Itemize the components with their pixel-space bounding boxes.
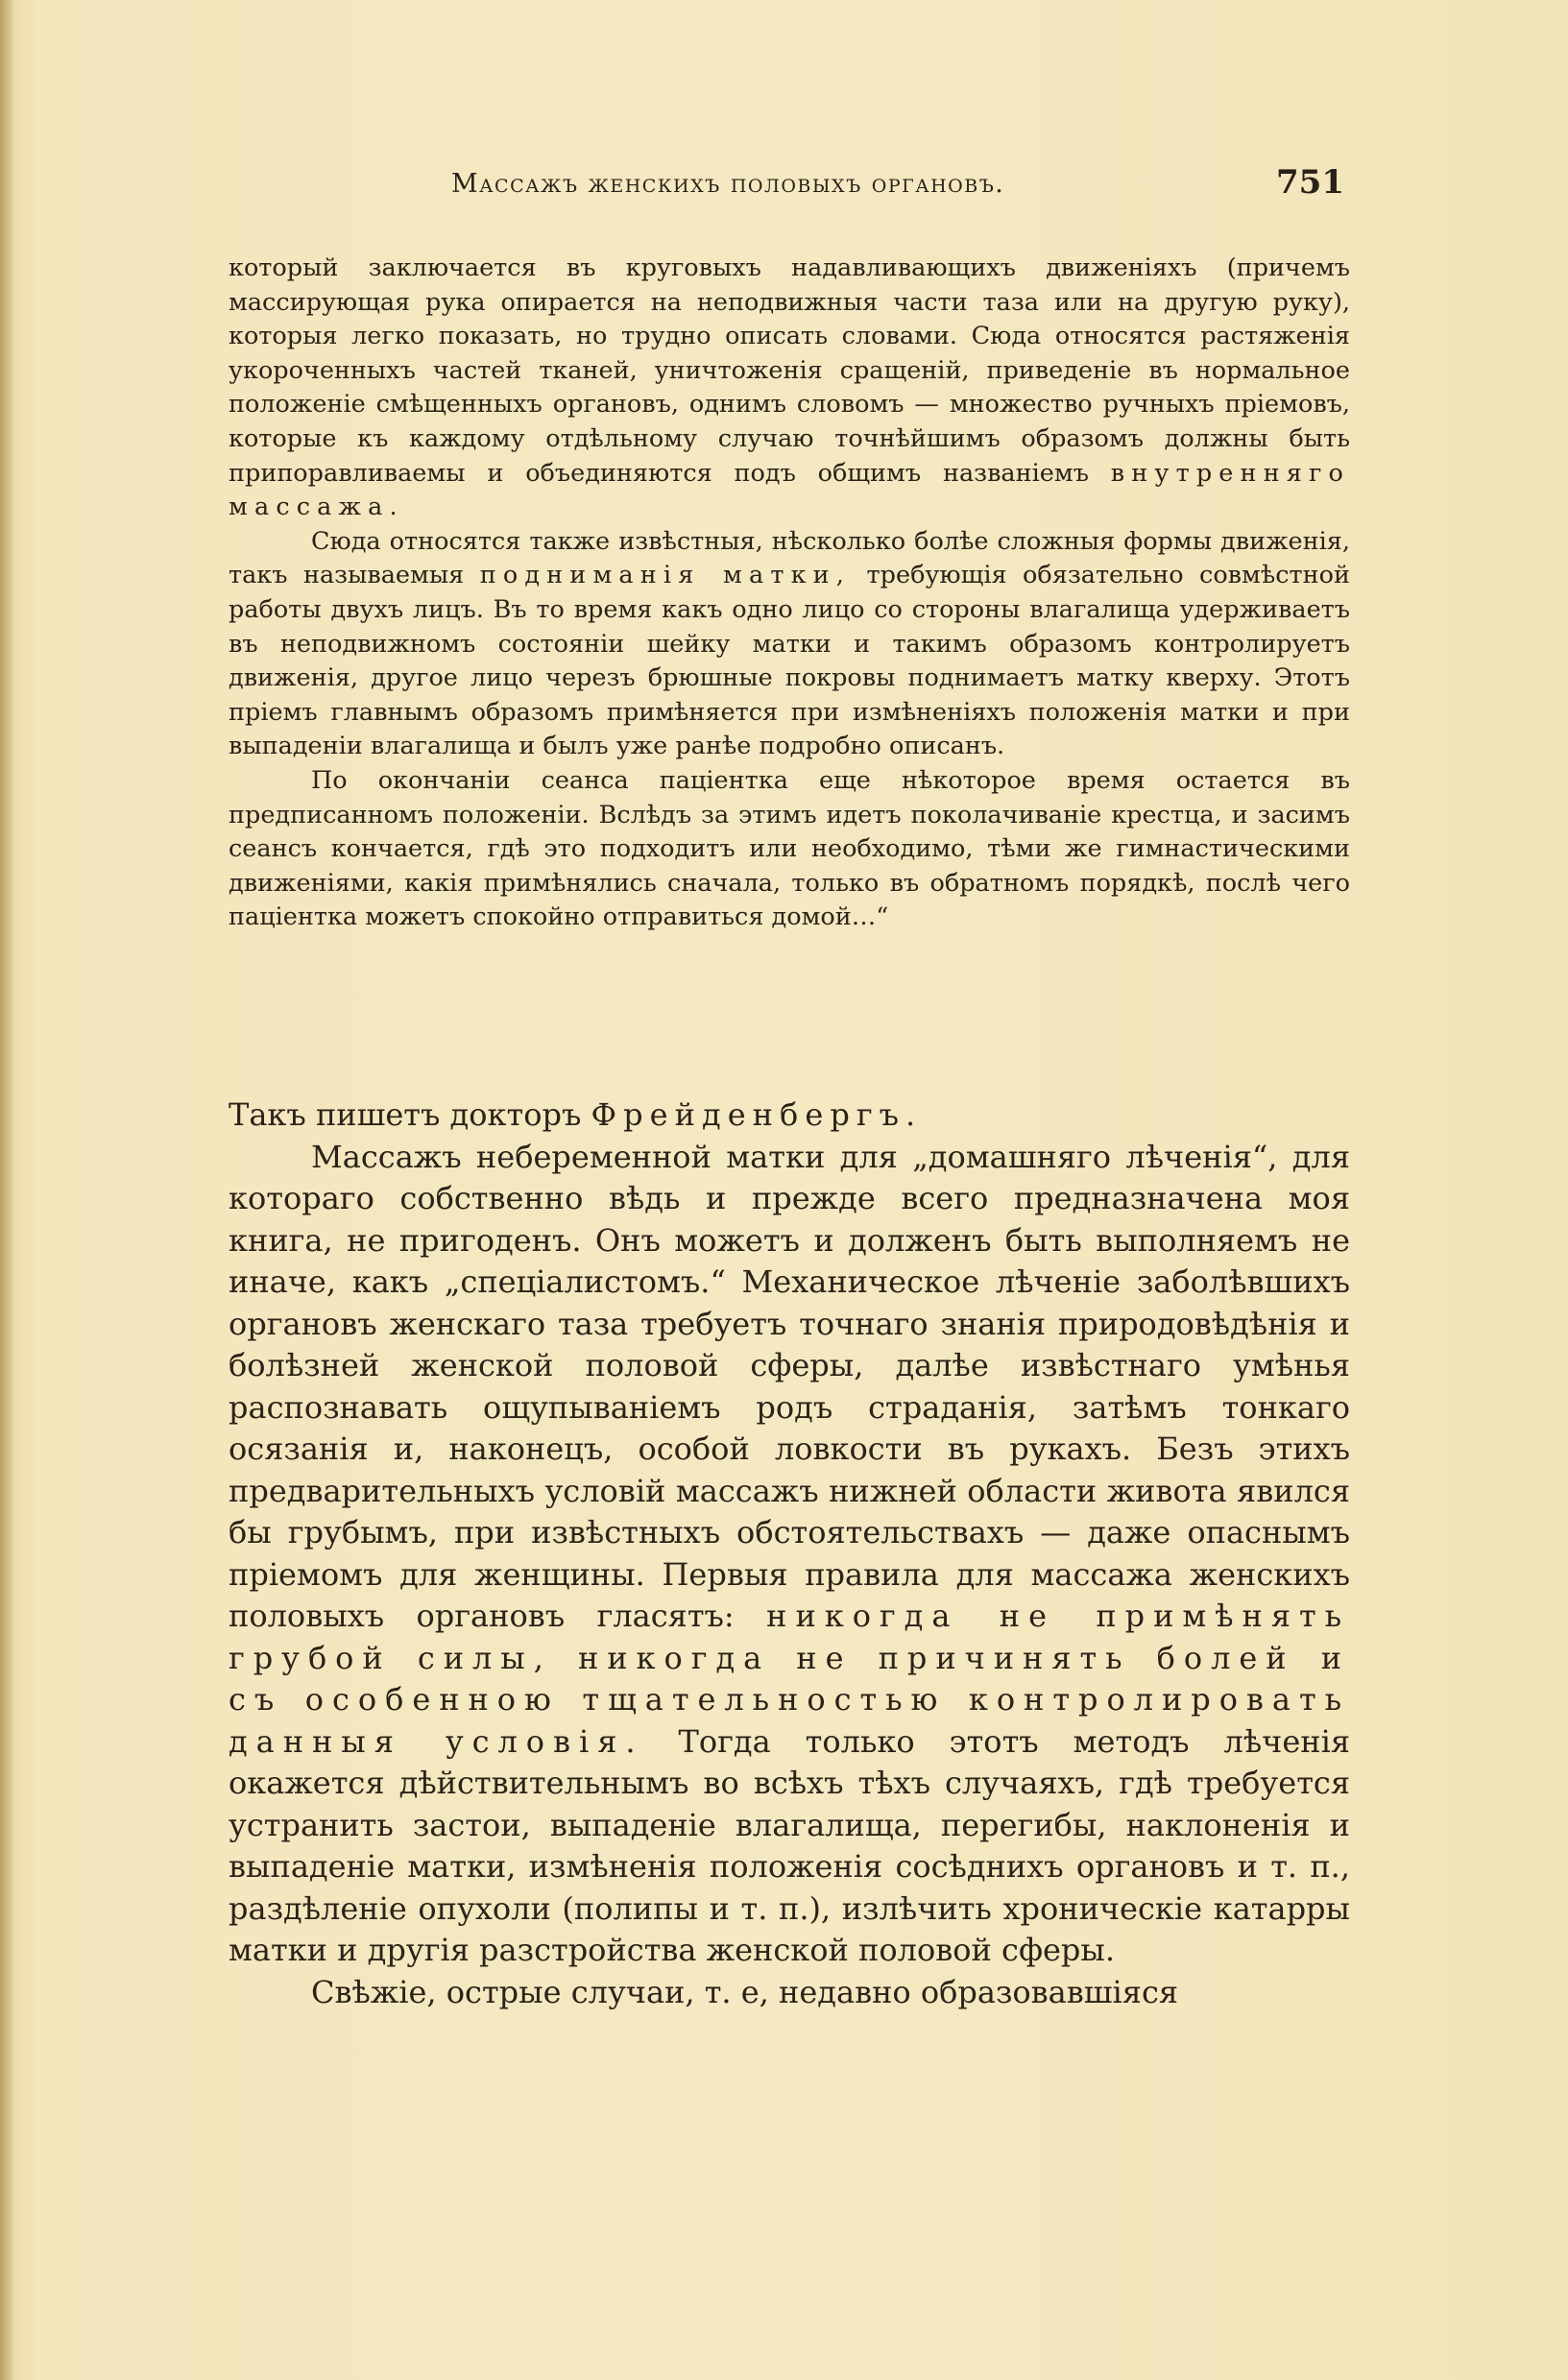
main-paragraph-2: Свѣжіе, острые случаи, т. е, недавно образовавшіяся: [311, 1973, 1179, 2010]
running-title: Массажъ женскихъ половыхъ органовъ.: [451, 169, 1005, 199]
author-name: Фрейденбергъ.: [591, 1096, 923, 1133]
main-text-block: [229, 1094, 1350, 2013]
quote-paragraph-1-text: который заключается въ круговыхъ надавливающихъ движеніяхъ (причемъ массирующая рука опирается на неподвижныя части таза или на другую руку), которыя легко показать, но трудно описать словами. Сюда относятся растяженія укороченныхъ частей тканей, уничтоженія сращеній, приведеніе въ нормальное положеніе смѣщенныхъ органовъ, однимъ словомъ — множество ручныхъ пріемовъ, которые къ каждому отдѣльному случаю точнѣйшимъ образомъ должны быть припоравливаемы и объединяются подъ общимъ названіемъ: [229, 253, 1350, 488]
page-number: 751: [1276, 163, 1344, 202]
page-header: [230, 159, 1344, 217]
quoted-text-block: [229, 252, 1350, 935]
quote-emphasis-internal-massage: внутренняго массажа.: [229, 458, 1351, 522]
quote-paragraph-2: [229, 525, 1350, 764]
main-paragraph-1-text-start: Массажъ небеременной матки для „домашняго лѣченія“, для котораго собственно вѣдь и прежде всего предназначена моя книга, не пригоденъ. Онъ можетъ и долженъ быть выполняемъ не иначе, какъ „спеціалистомъ.“ Механическое лѣченіе заболѣвшихъ органовъ женскаго таза требуетъ точнаго знанія природовѣдѣнія и болѣзней женской половой сферы, далѣе извѣстнаго умѣнья распознавать ощупываніемъ родъ страданія, затѣмъ тонкаго осязанія и, наконецъ, особой ловкости въ рукахъ. Безъ этихъ предварительныхъ условій массажъ нижней области живота явился бы грубымъ, при извѣстныхъ обстоятельствахъ — даже опаснымъ пріемомъ для женщины. Первыя правила для массажа женскихъ половыхъ органовъ гласятъ:: [229, 1138, 1350, 1634]
main-paragraph-1: [229, 1137, 1350, 1972]
quote-paragraph-1: [229, 252, 1350, 525]
main-paragraph-1-text-end: Тогда только этотъ методъ лѣченія окажется дѣйствительнымъ во всѣхъ тѣхъ случаяхъ, гдѣ требуется устранить застои, выпаденіе влагалища, перегибы, наклоненія и выпаденіе матки, измѣненія положенія сосѣднихъ органовъ и т. п., раздѣленіе опухоли (полипы и т. п.), излѣчить хроническіе катарры матки и другія разстройства женской половой сферы.: [229, 1722, 1351, 1968]
author-line-text: Такъ пишетъ докторъ: [229, 1096, 582, 1133]
main-emphasis-rules: никогда не примѣнять грубой силы, никогда не причинять болей и съ особенною тщательностью контролировать данныя условія.: [229, 1598, 1351, 1760]
quote-emphasis-uterus-lifting: подниманія матки,: [479, 561, 852, 590]
quote-paragraph-3: По окончаніи сеанса паціентка еще нѣкоторое время остается въ предписанномъ положеніи. Вслѣдъ за этимъ идетъ поколачиваніе крестца, и засимъ сеансъ кончается, гдѣ это подходитъ или необходимо, тѣми же гимнастическими движеніями, какія примѣнялись сначала, только въ обратномъ порядкѣ, послѣ чего паціентка можетъ спокойно отправиться домой…“: [229, 765, 1350, 932]
page-spine-shadow: [0, 0, 13, 2380]
quote-paragraph-2-text-end: требующія обязательно совмѣстной работы двухъ лицъ. Въ то время какъ одно лицо со стороны влагалища удерживаетъ въ неподвижномъ состояніи шейку матки и такимъ образомъ контролируетъ движенія, другое лицо черезъ брюшные покровы поднимаетъ матку кверху. Этотъ пріемъ главнымъ образомъ примѣняется при измѣненіяхъ положенія матки и при выпаденіи влагалища и былъ уже ранѣе подробно описанъ.: [229, 561, 1350, 761]
quote-paragraph-2-text-start: Сюда относятся также извѣстныя, нѣсколько болѣе сложныя формы движенія, такъ называемыя: [229, 526, 1350, 590]
author-line: [229, 1094, 1350, 1137]
